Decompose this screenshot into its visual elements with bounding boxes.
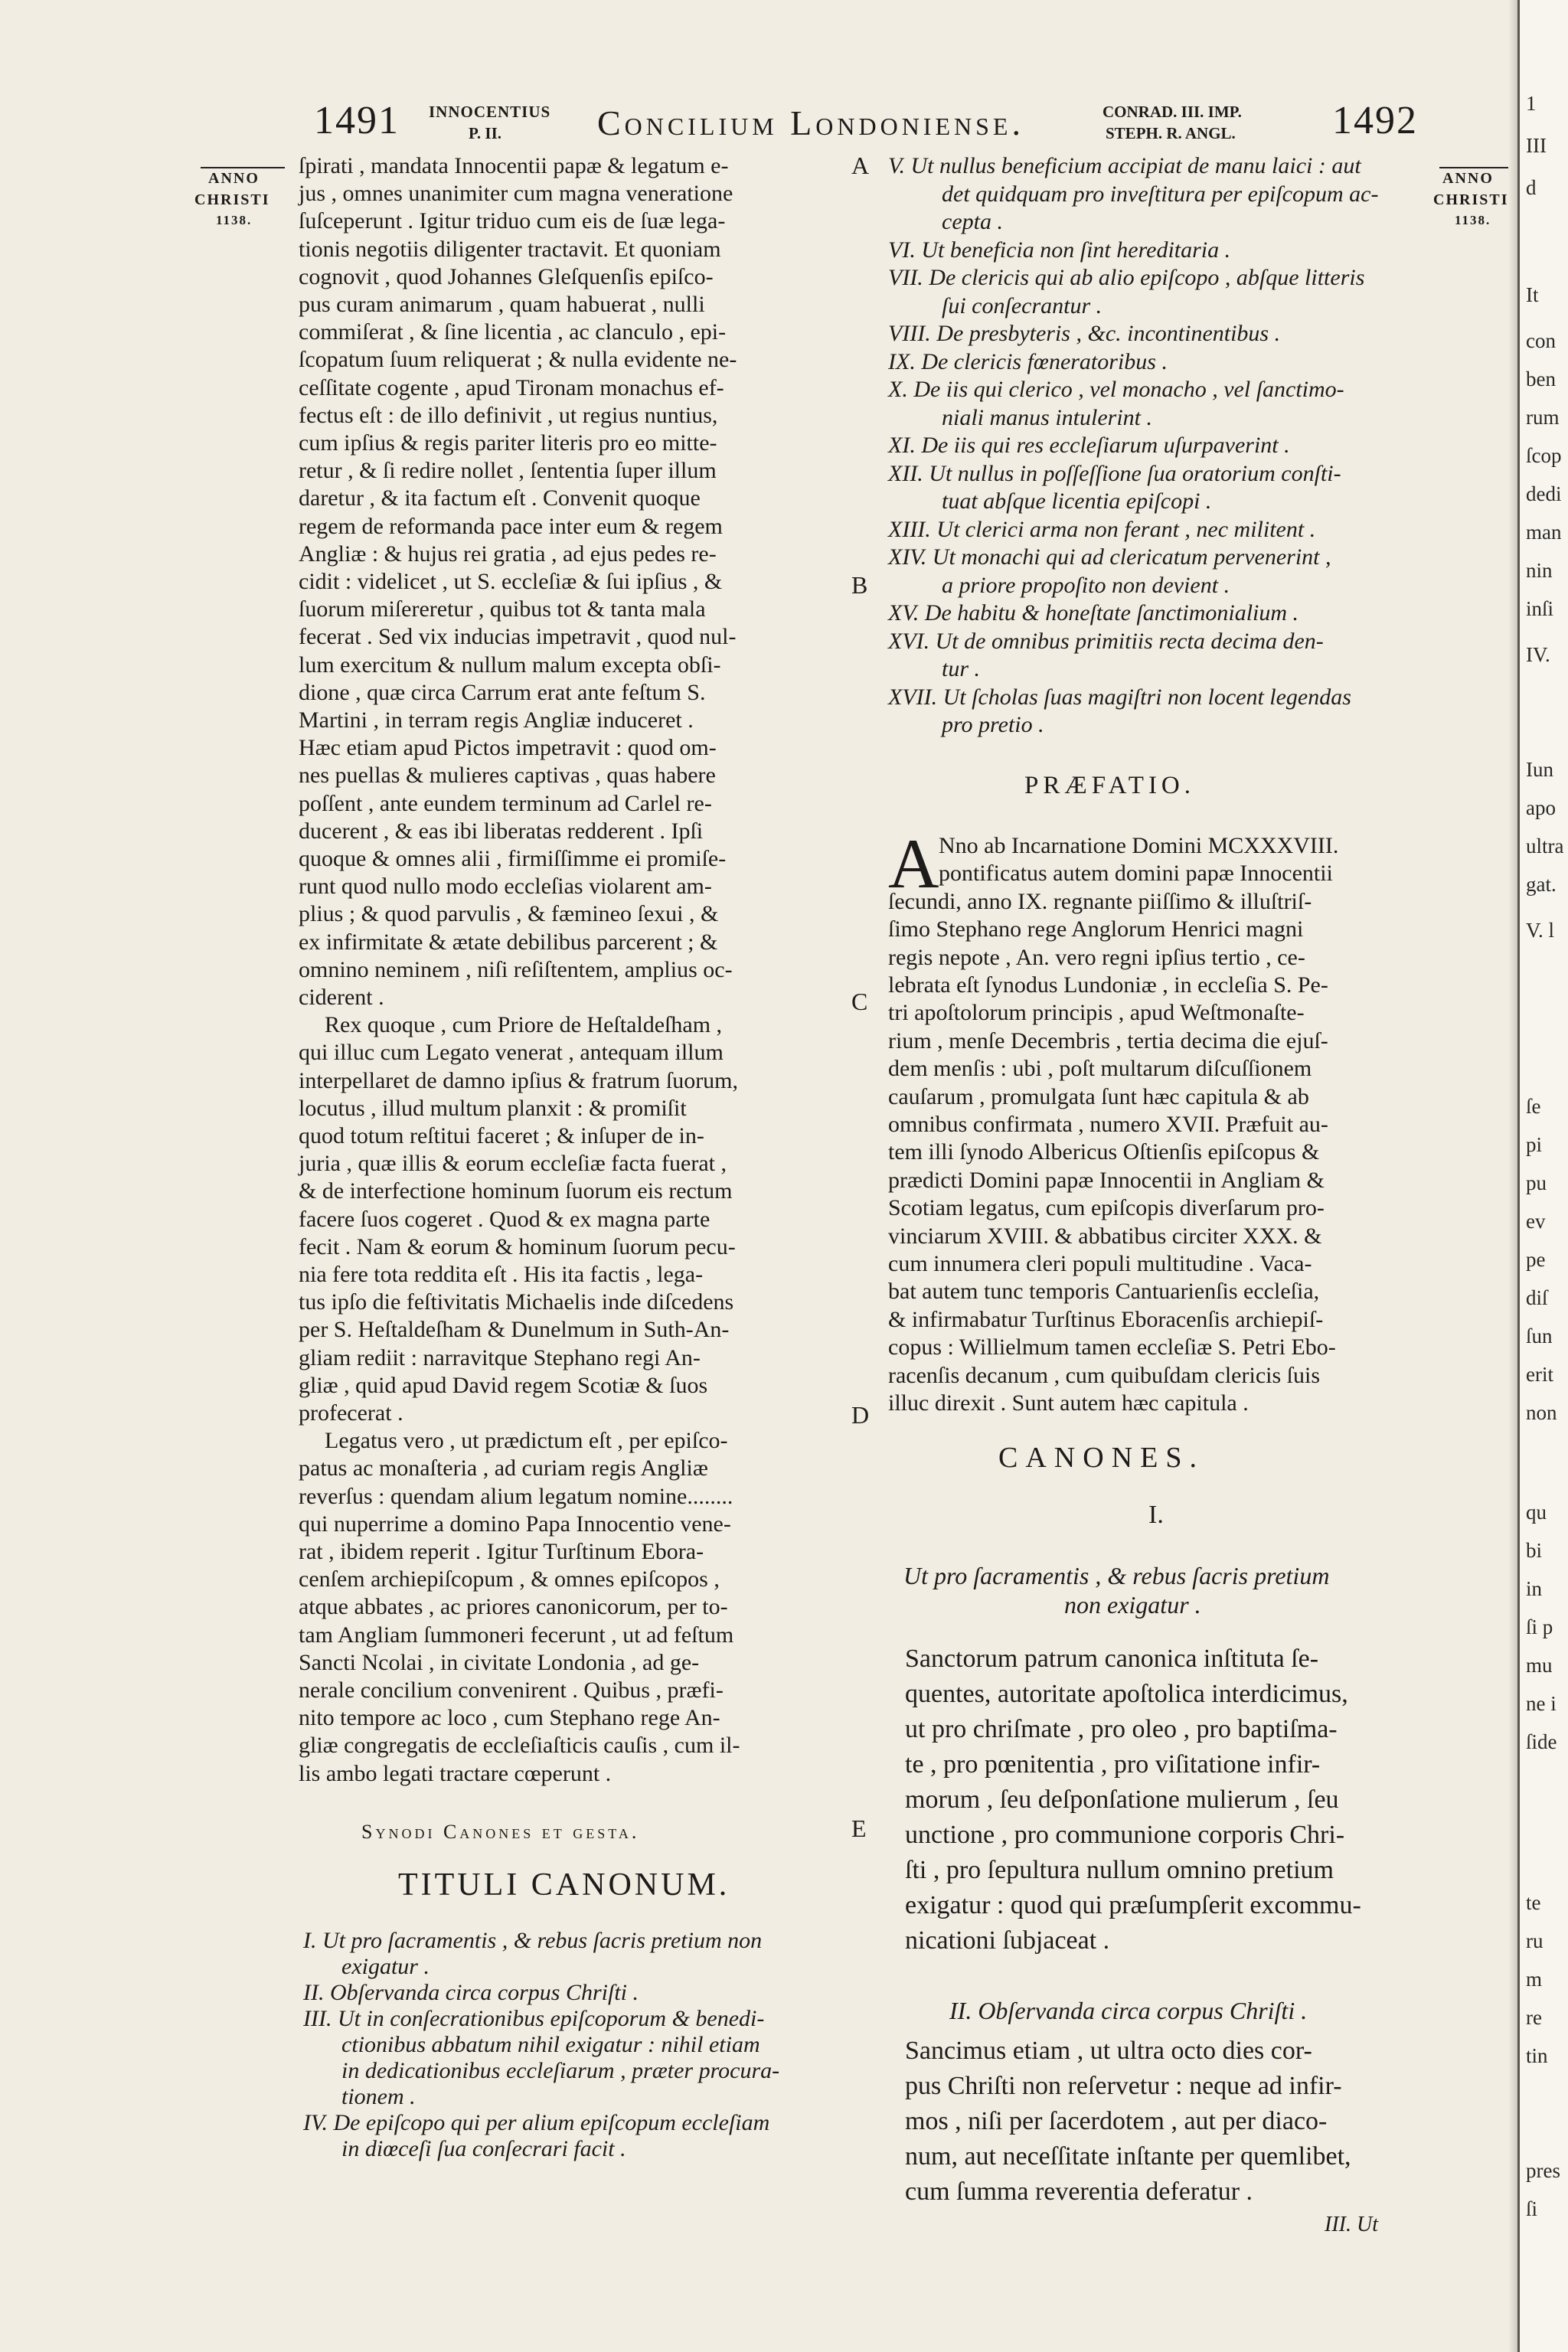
line-letter-b: B: [851, 571, 868, 599]
narrative-line: nito tempore ac loco , cum Stephano rege An-: [299, 1705, 720, 1731]
titulus-line: IV. De epiſcopo qui per alium epiſcopum eccleſiam: [303, 2110, 770, 2135]
narrative-line: retur , & ſi redire nollet , ſententia ſuper illum: [299, 458, 717, 484]
narrative-line: tionis negotiis diligenter tractavit. Et quoniam: [299, 236, 721, 262]
canon-text-line: exigatur : quod qui præſumpſerit excommu-: [905, 1891, 1361, 1919]
narrative-line: ſuorum miſereretur , quibus tot & tanta mala: [299, 596, 706, 622]
next-page-fragment: nin: [1526, 559, 1553, 582]
narrative-line: cognovit , quod Johannes Gleſquenſis epiſco-: [299, 263, 714, 289]
next-page-fragment: 1: [1526, 92, 1537, 115]
titulus-line: in dedicationibus eccleſiarum , præter procura-: [341, 2058, 780, 2083]
narrative-line: ex infirmitate & ætate debilibus parcerent ; &: [299, 929, 718, 955]
titulus-line: cepta .: [942, 209, 1003, 234]
praefatio-line: & infirmabatur Turſtinus Eboracenſis archiepiſ-: [888, 1306, 1324, 1332]
praefatio-line: Scotiam legatus, cum epiſcopis diverſarum pro-: [888, 1195, 1325, 1221]
page-number-right: 1492: [1332, 99, 1418, 142]
canon-text-line: ſti , pro ſepultura nullum omnino pretium: [905, 1856, 1334, 1884]
praefatio-line: vinciarum XVIII. & abbatibus circiter XXX. &: [888, 1223, 1322, 1249]
titulus-line: pro pretio .: [942, 712, 1044, 737]
canon-text-line: Sanctorum patrum canonica inſtituta ſe-: [905, 1645, 1319, 1673]
next-page-fragment: rum: [1526, 406, 1560, 429]
titulus-line: niali manus intulerint .: [942, 404, 1153, 430]
next-page-fragment: ne i: [1526, 1692, 1557, 1715]
narrative-line: nes puellas & mulieres captivas , quas habere: [299, 763, 716, 789]
narrative-line: commiſerat , & ſine licentia , ac clanculo , epi-: [299, 319, 727, 345]
titulus-line: II. Obſervanda circa corpus Chriſti .: [303, 1980, 639, 2005]
next-page-fragment: ben: [1526, 368, 1556, 390]
next-page-fragment: mu: [1526, 1654, 1553, 1677]
narrative-line: pus curam animarum , quam habuerat , nulli: [299, 292, 705, 317]
next-page-fragment: dedi: [1526, 482, 1562, 505]
next-page-fragment: ſe: [1526, 1095, 1541, 1118]
next-page-fragment: bi: [1526, 1539, 1543, 1562]
page-number-left: 1491: [314, 99, 400, 142]
titulus-line: XI. De iis qui res eccleſiarum uſurpaverint .: [888, 433, 1290, 458]
praefatio-line: lebrata eſt ſynodus Lundoniæ , in eccleſia S. Pe-: [888, 972, 1328, 998]
narrative-line: gliam rediit : narravitque Stephano regi An-: [299, 1344, 701, 1370]
canon-text-line: pus Chriſti non reſervetur : neque ad infir-: [905, 2072, 1342, 2100]
next-page-fragment: diſ: [1526, 1286, 1548, 1309]
narrative-line: runt quod nullo modo eccleſias violarent am-: [299, 874, 712, 900]
running-head-emperor: CONRAD. III. IMP.: [1102, 103, 1242, 121]
narrative-line: nia fere tota reddita eſt . His ita factis , lega-: [299, 1262, 704, 1287]
next-page-fragment: pres: [1526, 2159, 1560, 2182]
next-page-fragment: pi: [1526, 1133, 1543, 1156]
canon-text-line: morum , ſeu deſponſatione mulierum , ſeu: [905, 1785, 1339, 1814]
narrative-line: daretur , & ita factum eſt . Convenit quoque: [299, 485, 701, 511]
next-page-fragment: erit: [1526, 1363, 1553, 1386]
canon-text-line: nicationi ſubjaceat .: [905, 1926, 1110, 1955]
catchword: III. Ut: [1325, 2213, 1378, 2236]
next-page-fragment: It: [1526, 283, 1539, 306]
narrative-line: ducerent , & eas ibi liberatas redderent . Ipſi: [299, 818, 704, 844]
next-page-fragment: pe: [1526, 1248, 1546, 1271]
narrative-line: profecerat .: [299, 1400, 403, 1426]
line-letter-c: C: [851, 988, 868, 1015]
praefatio-dropcap: A: [888, 825, 939, 903]
next-page-fragment: man: [1526, 521, 1562, 544]
titulus-line: III. Ut in conſecrationibus epiſcoporum & benedi-: [303, 2006, 765, 2031]
narrative-line: tam Angliam ſummoneri fecerunt , ut ad feſtum: [299, 1622, 734, 1648]
narrative-line: ſpirati , mandata Innocentii papæ & legatum e-: [299, 153, 729, 178]
next-page-fragment: con: [1526, 329, 1556, 352]
canones-heading: CANONES.: [998, 1442, 1204, 1474]
margin-note-year-right: 1138.: [1455, 213, 1491, 227]
titulus-line: I. Ut pro ſacramentis , & rebus ſacris pretium non: [303, 1928, 763, 1953]
next-page-fragment: ſun: [1526, 1325, 1553, 1348]
narrative-line: gliæ congregatis de eccleſiaſticis cauſis , cum il-: [299, 1733, 740, 1759]
narrative-line: Sancti Ncolai , in civitate Londonia , ad ge-: [299, 1649, 700, 1675]
narrative-line: fectus eſt : de illo definivit , ut regius nuntius,: [299, 402, 718, 428]
running-head-title: Concilium Londoniense.: [597, 103, 1024, 142]
narrative-line: fecit . Nam & eorum & hominum ſuorum pecu-: [299, 1233, 736, 1259]
canon-1-number: I.: [1148, 1501, 1164, 1529]
narrative-line: & de interfectione hominum ſuorum eis rectum: [299, 1178, 733, 1204]
praefatio-line: tri apoſtolorum principis , apud Weſtmonaſte-: [888, 1000, 1305, 1026]
narrative-line: cenſem archiepiſcopum , & omnes epiſcopos ,: [299, 1566, 720, 1592]
line-letter-e: E: [851, 1815, 867, 1842]
praefatio-line: Nno ab Incarnatione Domini MCXXXVIII.: [939, 833, 1339, 858]
narrative-line: tus ipſo die feſtivitatis Michaelis inde diſcedens: [299, 1289, 734, 1315]
margin-note-christi-right: CHRISTI: [1433, 191, 1509, 208]
narrative-line: lum exercitum & nullum malum excepta obſi-: [299, 652, 721, 678]
narrative-line: ceſſitate cogente , apud Tironam monachus ef-: [299, 374, 724, 400]
titulus-line: XV. De habitu & honeſtate ſanctimonialium .: [888, 600, 1299, 626]
praefatio-line: cauſarum , promulgata ſunt hæc capitula & ab: [888, 1083, 1309, 1109]
praefatio-line: pontificatus autem domini papæ Innocentii: [939, 861, 1333, 887]
narrative-line: gliæ , quid apud David regem Scotiæ & ſuos: [299, 1372, 708, 1398]
titulus-line: in diœceſi ſua conſecrari facit .: [341, 2136, 626, 2161]
praefatio-line: omnibus confirmata , numero XVII. Præfuit au-: [888, 1112, 1328, 1137]
narrative-line: patus ac monaſteria , ad curiam regis Angliæ: [299, 1455, 708, 1481]
narrative-line: plius ; & quod parvulis , & fæmineo ſexui , &: [299, 901, 719, 927]
narrative-line: quoque & omnes alii , firmiſſimme ei promiſe-: [299, 846, 727, 871]
praefatio-heading: PRÆFATIO.: [1024, 772, 1196, 799]
narrative-line: facere ſuos cogeret . Quod & ex magna parte: [299, 1206, 710, 1232]
praefatio-line: ſecundi, anno IX. regnante piiſſimo & illuſtriſ-: [888, 888, 1312, 914]
narrative-line: Martini , in terram regis Angliæ induceret .: [299, 707, 694, 733]
tituli-heading: TITULI CANONUM.: [398, 1867, 730, 1903]
next-page-fragment: m: [1526, 1968, 1543, 1991]
narrative-line: cum ipſius & regis pariter literis pro eo mitte-: [299, 430, 717, 456]
praefatio-line: bat autem tunc temporis Cantuarienſis eccleſia,: [888, 1279, 1320, 1305]
synodi-heading: Synodi Canones et gesta.: [361, 1821, 640, 1843]
narrative-line: Legatus vero , ut prædictum eſt , per epiſco-: [325, 1428, 728, 1454]
next-page-fragment: qu: [1526, 1501, 1547, 1524]
titulus-line: det quidquam pro inveſtitura per epiſcopum ac-: [942, 181, 1379, 207]
praefatio-line: cum innumera cleri populi multitudine . Vaca-: [888, 1251, 1312, 1276]
titulus-line: XVI. Ut de omnibus primitiis recta decima den-: [888, 628, 1324, 654]
margin-rule-right: [1439, 167, 1508, 168]
canon-text-line: mos , niſi per ſacerdotem , aut per diaco-: [905, 2107, 1328, 2135]
next-page-fragment: V. l: [1526, 919, 1555, 942]
canon-text-line: cum ſumma reverentia deferatur .: [905, 2177, 1253, 2206]
canon-text-line: quentes, autoritate apoſtolica interdicimus,: [905, 1680, 1348, 1708]
line-letter-a: A: [851, 152, 870, 179]
next-page-fragment: gat.: [1526, 873, 1557, 896]
narrative-line: Hæc etiam apud Pictos impetravit : quod om-: [299, 735, 717, 761]
next-page-fragment: ſi p: [1526, 1615, 1553, 1638]
canon-text-line: unctione , pro communione corporis Chri-: [905, 1821, 1345, 1849]
canon-text-line: num, aut neceſſitate inſtante per quemlibet,: [905, 2142, 1351, 2171]
titulus-line: tionem .: [341, 2084, 416, 2109]
narrative-line: locutus , illud multum planxit : & promiſit: [299, 1095, 687, 1121]
narrative-line: regem de reformanda pace inter eum & regem: [299, 513, 723, 539]
narrative-line: poſſent , ante eundem terminum ad Carlel re-: [299, 790, 712, 816]
titulus-line: V. Ut nullus beneficium accipiat de manu laici : aut: [888, 153, 1361, 178]
narrative-line: dione , quæ circa Carrum erat ante feſtum S.: [299, 679, 706, 705]
next-page-edge: [1517, 0, 1568, 2352]
next-page-fragment: III: [1526, 134, 1547, 157]
titulus-line: XIII. Ut clerici arma non ferant , nec militent .: [888, 516, 1316, 542]
titulus-line: VIII. De presbyteris , &c. incontinentibus .: [888, 321, 1281, 346]
narrative-line: omnino neminem , niſi reſiſtentem, amplius oc-: [299, 956, 733, 982]
next-page-fragment: ſi: [1526, 2197, 1538, 2220]
titulus-line: a priore propoſito non devient .: [942, 572, 1230, 598]
next-page-fragment: ſcop: [1526, 444, 1562, 467]
praefatio-line: rium , menſe Decembris , tertia decima die ejuſ-: [888, 1027, 1328, 1054]
next-page-fragment: IV.: [1526, 643, 1550, 666]
titulus-line: tuat abſque licentia epiſcopi .: [942, 488, 1212, 514]
narrative-line: lis ambo legati tractare cœperunt .: [299, 1760, 612, 1786]
canon-title-line: non exigatur .: [1064, 1591, 1201, 1619]
praefatio-line: ſimo Stephano rege Anglorum Henrici magni: [888, 916, 1304, 942]
canon-2-title: II. Obſervanda circa corpus Chriſti .: [949, 1997, 1308, 2024]
narrative-line: nerale concilium convenirent . Quibus , præfi-: [299, 1677, 724, 1703]
praefatio-line: illuc direxit . Sunt autem hæc capitula .: [888, 1390, 1249, 1416]
titulus-line: XVII. Ut ſcholas ſuas magiſtri non locent legendas: [888, 684, 1351, 710]
next-page-fragment: inſi: [1526, 597, 1554, 620]
narrative-line: qui nuperrime a domino Papa Innocentio vene-: [299, 1511, 731, 1537]
next-page-fragment: ſide: [1526, 1730, 1557, 1753]
canon-text-line: ut pro chriſmate , pro oleo , pro baptiſma-: [905, 1715, 1338, 1743]
titulus-line: ſui conſecrantur .: [942, 292, 1102, 318]
margin-note-year: 1138.: [216, 213, 253, 227]
next-page-fragment: d: [1526, 176, 1537, 199]
next-page-fragment: re: [1526, 2006, 1542, 2029]
narrative-line: ſuſceperunt . Igitur triduo cum eis de ſuæ lega-: [299, 208, 726, 234]
running-head-king: STEPH. R. ANGL.: [1106, 124, 1236, 142]
margin-note-christi: CHRISTI: [194, 191, 270, 208]
canon-text-line: te , pro pœnitentia , pro viſitatione infir-: [905, 1750, 1321, 1779]
narrative-line: rat , ibidem reperit . Igitur Turſtinum Ebora-: [299, 1539, 704, 1564]
narrative-line: Angliæ : & hujus rei gratia , ad ejus pedes re-: [299, 541, 717, 567]
narrative-line: reverſus : quendam alium legatum nomine........: [299, 1483, 733, 1509]
canon-title-line: Ut pro ſacramentis , & rebus ſacris pretium: [903, 1562, 1330, 1589]
narrative-line: per S. Heſtaldeſham & Dunelmum in Suth-An-: [299, 1317, 730, 1343]
narrative-line: ciderent .: [299, 985, 384, 1010]
next-page-fragment: tin: [1526, 2044, 1548, 2067]
titulus-line: ctionibus abbatum nihil exigatur : nihil etiam: [341, 2032, 760, 2057]
canon-text-line: Sancimus etiam , ut ultra octo dies cor-: [905, 2037, 1312, 2065]
titulus-line: IX. De clericis fœneratoribus .: [888, 348, 1168, 374]
titulus-line: exigatur .: [341, 1954, 430, 1979]
titulus-line: tur .: [942, 656, 981, 681]
praefatio-line: copus : Willielmum tamen eccleſiæ S. Petri Ebo-: [888, 1334, 1336, 1361]
line-letter-d: D: [851, 1401, 870, 1429]
narrative-line: fecerat . Sed vix inducias impetravit , quod nul-: [299, 624, 737, 650]
next-page-fragment: Iun: [1526, 758, 1553, 781]
margin-rule: [201, 167, 285, 168]
narrative-line: ſcopatum ſuum reliquerat ; & nulla evidente ne-: [299, 347, 737, 373]
margin-note-anno: ANNO: [208, 170, 260, 187]
narrative-line: juria , quæ illis & eorum eccleſiæ facta fuerat ,: [299, 1151, 727, 1177]
next-page-fragment: ultra: [1526, 835, 1564, 858]
narrative-line: interpellaret de damno ipſius & fratrum ſuorum,: [299, 1067, 739, 1093]
titulus-line: XIV. Ut monachi qui ad clericatum pervenerint ,: [888, 544, 1331, 570]
next-page-fragment: apo: [1526, 796, 1556, 819]
margin-note-anno-right: ANNO: [1442, 170, 1494, 187]
titulus-line: VI. Ut beneficia non ſint hereditaria .: [888, 237, 1231, 263]
narrative-line: quod totum reſtitui faceret ; & inſuper de in-: [299, 1123, 704, 1148]
praefatio-line: dem menſis : ubi , poſt multarum diſcuſſionem: [888, 1056, 1312, 1082]
narrative-line: Rex quoque , cum Priore de Heſtaldeſham ,: [325, 1012, 723, 1038]
next-page-fragment: ev: [1526, 1210, 1546, 1233]
next-page-fragment: pu: [1526, 1171, 1547, 1194]
praefatio-line: regis nepote , An. vero regni ipſius tertio , ce-: [888, 944, 1305, 970]
next-page-fragment: in: [1526, 1577, 1543, 1600]
narrative-line: cidit : videlicet , ut S. eccleſiæ & ſui ipſius , &: [299, 569, 723, 594]
praefatio-line: tem illi ſynodo Albericus Oſtienſis epiſcopus &: [888, 1139, 1320, 1165]
running-head-pope: INNOCENTIUS: [429, 103, 551, 121]
narrative-line: jus , omnes unanimiter cum magna veneratione: [299, 181, 733, 207]
next-page-fragment: ru: [1526, 1929, 1544, 1952]
narrative-line: atque abbates , ac priores canonicorum, per to-: [299, 1594, 728, 1620]
titulus-line: X. De iis qui clerico , vel monacho , vel ſanctimo-: [888, 377, 1344, 402]
titulus-line: XII. Ut nullus in poſſeſſione ſua oratorium conſti-: [888, 460, 1341, 486]
titulus-line: VII. De clericis qui ab alio epiſcopo , abſque litteris: [888, 265, 1365, 290]
praefatio-line: prædicti Domini papæ Innocentii in Angliam &: [888, 1167, 1325, 1193]
narrative-line: qui illuc cum Legato venerat , antequam illum: [299, 1040, 724, 1066]
running-head-pope-number: P. II.: [469, 124, 501, 142]
next-page-fragment: te: [1526, 1891, 1541, 1914]
praefatio-line: racenſis decanum , cum quibuſdam clericis ſuis: [888, 1362, 1320, 1388]
next-page-fragment: non: [1526, 1401, 1557, 1424]
